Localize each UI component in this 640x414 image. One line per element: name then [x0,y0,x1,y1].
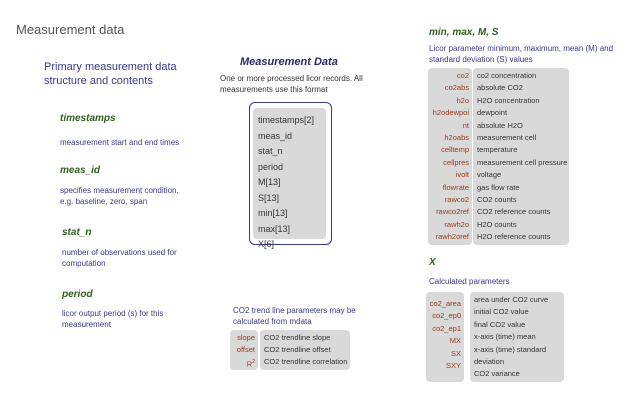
stats-label: co2abs [444,83,469,93]
stats-row-desc: absolute CO2 [477,83,523,93]
stats-row-desc: absolute H2O [477,120,523,130]
structure-field: period [258,161,284,172]
x-param-label: SX [450,348,461,358]
page-title: Measurement data [16,22,125,37]
x-param-label: co2_ep0 [432,311,461,321]
x-param-desc: x-axis (time) mean [474,332,536,342]
trend-label-offset: offset [236,345,255,354]
stats-label: h2o [456,95,469,105]
structure-field: timestamps[2] [258,115,315,125]
structure-field: meas_id [258,130,293,141]
stats-label: rawh2o [444,219,469,229]
x-description: Calculated parameters [429,277,510,286]
structure-field-list [258,113,314,253]
stats-row-desc: CO2 reference counts [477,207,551,217]
x-desc-box [470,292,564,382]
co2-trend-title: CO2 trend line parameters may be calculated from mdata [233,306,356,326]
stats-row-desc: temperature [477,145,518,155]
field-desc-timestamps: measurement start and end times [60,138,180,147]
structure-field: X[6] [258,239,275,249]
x-param-desc: x-axis (time) standard [474,344,547,354]
stats-label: h2odewpoi [432,108,469,118]
trend-desc: CO2 trendline correlation [264,357,348,366]
structure-description: One or more processed licor records. All measurements use this format [220,74,363,94]
stats-label: nt [462,120,469,130]
field-desc-period: licor output period (s) for this measurement [62,309,164,329]
stats-label-box [428,68,472,245]
stats-label: rawh2oref [435,232,469,242]
co2-trend-label-box [230,330,258,370]
stats-description: Licor parameter minimum, maximum, mean (M) and standard deviation (S) values [429,44,614,64]
trend-label-slope: slope [237,333,255,342]
stats-row-desc: H2O concentration [477,95,540,105]
x-param-desc: CO2 variance [474,369,520,379]
x-param-desc: final CO2 value [474,319,526,329]
field-desc-stat-n: number of observations used for computation [62,248,177,268]
primary-section-title: Primary measurement data structure and contents [44,61,177,87]
trend-desc: CO2 trendline slope [264,333,331,342]
structure-field: M[13] [258,177,281,187]
structure-field: max[13] [258,223,291,234]
x-param-desc: initial CO2 value [474,307,529,317]
stats-title: min, max, M, S [429,27,499,38]
x-label-box [426,292,464,382]
stats-row-desc: gas flow rate [477,182,520,192]
stats-label: flowrate [442,182,469,192]
stats-label: ivolt [455,170,469,180]
trend-desc: CO2 trendline offset [264,345,331,354]
x-param-label: MX [449,336,461,346]
stats-label: co2 [456,71,469,80]
stats-row-desc: CO2 counts [477,194,517,204]
field-name-meas-id: meas_id [60,165,101,176]
co2-trend-desc-box [260,330,350,370]
structure-field: stat_n [258,146,283,156]
trend-label-r2: $R^2$ [246,359,255,369]
stats-label: h2oabs [444,132,469,142]
stats-row-desc: H2O reference counts [477,232,551,242]
structure-field: min[13] [258,208,288,218]
stats-row-desc: co2 concentration [477,71,537,80]
field-name-timestamps: timestamps [60,113,116,124]
field-name-period: period [62,289,93,300]
x-param-label: co2_ep1 [432,323,461,333]
stats-row-desc: H2O counts [477,219,517,229]
x-param-desc: area under CO2 curve [474,295,549,304]
structure-field: S[13] [258,192,280,203]
stats-row-desc: voltage [477,170,502,180]
stats-row-desc: measurement cell pressure [477,157,568,167]
x-param-label: SXY [445,360,461,370]
stats-label: cellpres [443,157,469,167]
stats-label: rawco2 [444,194,469,204]
stats-desc-box [473,68,569,245]
field-name-stat-n: stat_n [62,227,92,238]
x-title: X [429,257,436,268]
stats-label: celltemp [441,145,469,155]
stats-row-desc: measurement cell [477,132,537,142]
field-desc-meas-id: specifies measurement condition, e.g. baseline, zero, span [60,186,179,206]
structure-title: Measurement Data [240,56,338,68]
x-param-label: co2_area [429,299,461,308]
stats-label: rawco2ref [436,207,469,217]
x-param-desc: deviation [474,356,505,366]
stats-row-desc: dewpoint [477,108,508,118]
